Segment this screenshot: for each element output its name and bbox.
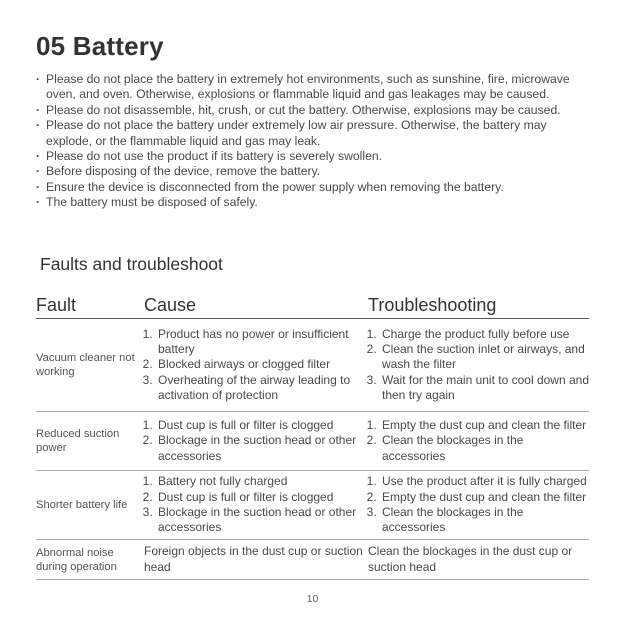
cause-item: 3. Blockage in the suction head or other accessories [156,505,368,536]
table-row [36,412,589,471]
fault-cell: Shorter battery life [36,471,144,540]
table-header-row [36,283,589,319]
cause-item: 1. Product has no power or insufficient battery [156,327,368,358]
warning-item: · Please do not use the product if its battery is severely swollen. [36,149,596,164]
warning-item: · Please do not place the battery in extremely hot environments, such as sunshine, fire, microwave oven, and oven. Otherwise, explosions or flammable liquid and gas leakages may be caused. [36,72,596,103]
section-heading: Faults and troubleshoot [40,254,223,274]
troubleshooting-cell: Clean the blockages in the dust cup or suction head [368,540,589,580]
cause-item: 2. Blockage in the suction head or other accessories [156,433,368,464]
cause-cell [144,319,368,412]
warning-item: · The battery must be disposed of safely. [36,195,596,210]
fault-cell: Vacuum cleaner not working [36,319,144,412]
table-row [36,540,589,580]
cause-item: 2. Dust cup is full or filter is clogged [156,490,368,505]
cause-item: 1. Dust cup is full or filter is clogged [156,418,368,433]
solution-item: 1. Use the product after it is fully charged [380,474,589,489]
solution-item: 1. Empty the dust cup and clean the filter [380,418,589,433]
troubleshoot-table [36,283,589,580]
solution-item: 3. Clean the blockages in the accessories [380,505,589,536]
troubleshooting-cell [368,412,589,471]
solution-item: 2. Empty the dust cup and clean the filter [380,490,589,505]
cause-column-header: Cause [144,283,368,319]
cause-item: 1. Battery not fully charged [156,474,368,489]
warning-item: · Before disposing of the device, remove the battery. [36,164,596,179]
warning-item: · Please do not place the battery under extremely low air pressure. Otherwise, the battery may explode, or the flammable liquid and gas may leak. [36,118,596,149]
table-row [36,471,589,540]
troubleshooting-column-header: Troubleshooting [368,283,589,319]
solution-item: 2. Clean the suction inlet or airways, and wash the filter [380,342,589,373]
fault-cell: Abnormal noise during operation [36,540,144,580]
solution-item: 1. Charge the product fully before use [380,327,589,342]
battery-warnings-list [36,72,596,211]
solution-item: 3. Wait for the main unit to cool down and then try again [380,373,589,404]
cause-item: 3. Overheating of the airway leading to activation of protection [156,373,368,404]
fault-cell: Reduced suction power [36,412,144,471]
cause-cell [144,412,368,471]
fault-column-header: Fault [36,283,144,319]
page-title: 05 Battery [36,31,164,61]
warning-item: · Please do not disassemble, hit, crush, or cut the battery. Otherwise, explosions may be caused. [36,103,596,118]
cause-cell: Foreign objects in the dust cup or suction head [144,540,368,580]
troubleshooting-cell [368,319,589,412]
solution-item: 2. Clean the blockages in the accessories [380,433,589,464]
page-number: 10 [306,593,319,605]
cause-cell [144,471,368,540]
troubleshooting-cell [368,471,589,540]
cause-item: 2. Blocked airways or clogged filter [156,357,368,372]
table-row [36,319,589,412]
warning-item: · Ensure the device is disconnected from the power supply when removing the battery. [36,180,596,195]
